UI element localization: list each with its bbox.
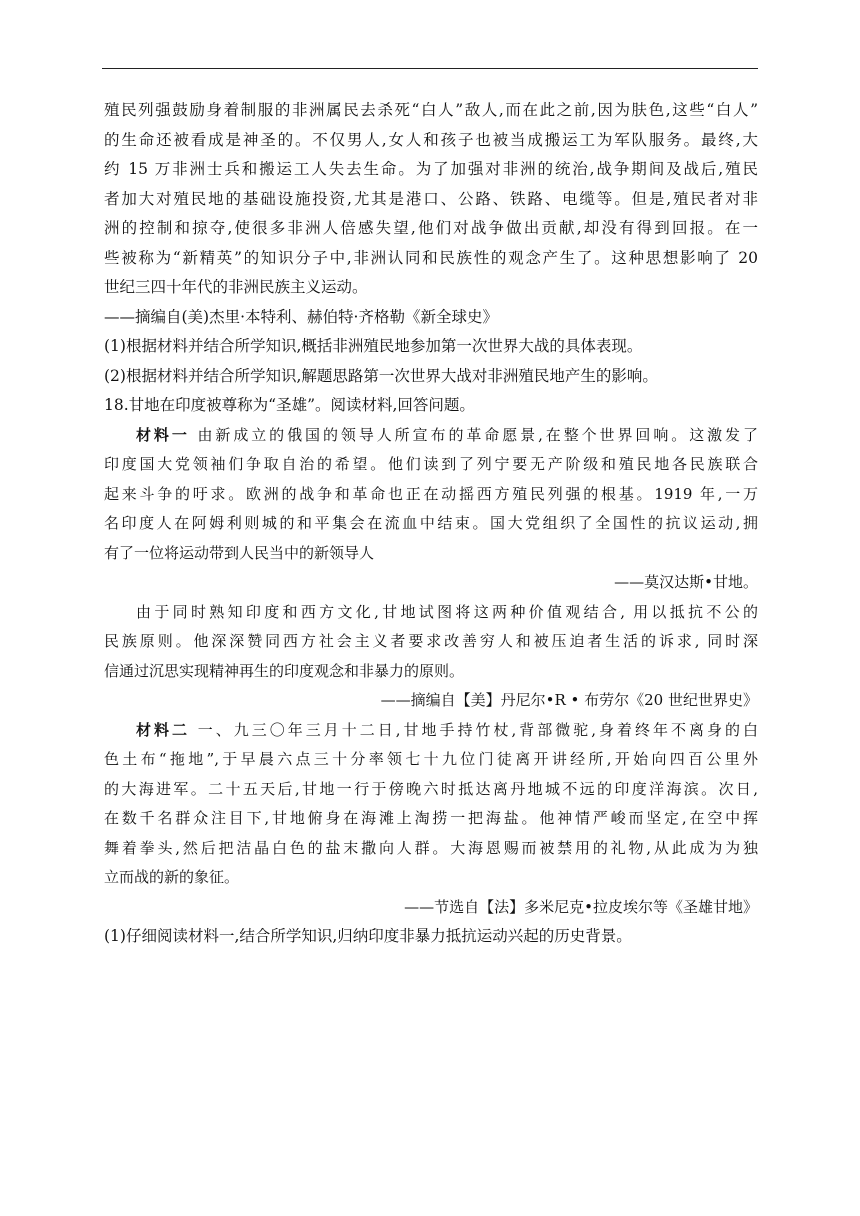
source-citation-17: ——摘编自(美)杰里·本特利、赫伯特·齐格勒《新全球史》 — [104, 307, 498, 326]
material-1-line-first — [104, 421, 758, 451]
material-2-line: 舞着拳头,然后把洁晶白色的盐末撒向人群。大海恩赐而被禁用的礼物,从此成为为独 — [104, 838, 758, 857]
question-18-title: 18.甘地在印度被尊称为“圣雄”。阅读材料,回答问题。 — [104, 396, 475, 414]
material-1-para2-line: 信通过沉思实现精神再生的印度观念和非暴力的原则。 — [104, 661, 465, 680]
material-1-text: 由新成立的俄国的领导人所宣布的革命愿景,在整个世界回响。这激发了 — [189, 425, 758, 444]
material-2-line: 色土布“拖地”,于早晨六点三十分率领七十九位门徒离开讲经所,开始向四百公里外 — [104, 750, 758, 768]
material-1-line: 起来斗争的吁求。欧洲的战争和革命也正在动摇西方殖民列强的根基。1919 年,一万 — [104, 484, 758, 503]
passage-line: 些被称为“新精英”的知识分子中,非洲认同和民族性的观念产生了。这种思想影响了 20 — [104, 248, 758, 267]
header-rule — [102, 68, 758, 69]
material-1-line: 印度国大党领袖们争取自治的希望。他们读到了列宁要无产阶级和殖民地各民族联合 — [104, 455, 758, 473]
material-2 — [104, 716, 758, 923]
passage-line: 的生命还被看成是神圣的。不仅男人,女人和孩子也被当成搬运工为军队服务。最终,大 — [104, 130, 758, 149]
material-2-line-first — [104, 716, 758, 746]
material-1-source-a: ——莫汉达斯•甘地。 — [614, 573, 758, 591]
question-17-1: (1)根据材料并结合所学知识,概括非洲殖民地参加第一次世界大战的具体表现。 — [104, 337, 643, 355]
material-2-line: 在数千名群众注目下,甘地俯身在海滩上淘捞一把海盐。他神情严峻而坚定,在空中挥 — [104, 809, 758, 827]
passage-line: 殖民列强鼓励身着制服的非洲属民去杀死“白人”敌人,而在此之前,因为肤色,这些“白人” — [104, 101, 758, 119]
material-1 — [104, 421, 758, 716]
material-1-para2-line: 由于同时熟知印度和西方文化,甘地试图将这两种价值观结合, 用以抵抗不公的 — [136, 602, 758, 621]
passage-line: 约 15 万非洲士兵和搬运工人失去生命。为了加强对非洲的统治,战争期间及战后,殖民 — [104, 160, 758, 178]
material-2-text: 一、九三〇年三月十二日,甘地手持竹杖,背部微驼,身着终年不离身的白 — [190, 720, 758, 739]
material-2-line: 立而战的新的象征。 — [104, 868, 240, 886]
passage-line: 者加大对殖民地的基础设施投资,尤其是港口、公路、铁路、电缆等。但是,殖民者对非 — [104, 189, 758, 208]
material-2-label: 材料二 — [136, 720, 190, 739]
passage-17 — [104, 96, 758, 303]
material-1-source-b: ——摘编自【美】丹尼尔•R • 布劳尔《20 世纪世界史》 — [380, 691, 758, 709]
material-1-para2-line: 民族原则。他深深赞同西方社会主义者要求改善穷人和被压迫者生活的诉求, 同时深 — [104, 632, 758, 650]
passage-line: 洲的控制和掠夺,使很多非洲人倍感失望,他们对战争做出贡献,却没有得到回报。在一 — [104, 219, 758, 237]
question-17-2: (2)根据材料并结合所学知识,解题思路第一次世界大战对非洲殖民地产生的影响。 — [104, 366, 658, 385]
material-2-source: ——节选自【法】多米尼克•拉皮埃尔等《圣雄甘地》 — [404, 897, 758, 916]
material-1-label: 材料一 — [136, 425, 190, 444]
material-1-line: 有了一位将运动带到人民当中的新领导人 — [104, 543, 375, 562]
material-1-line: 名印度人在阿姆利则城的和平集会在流血中结束。国大党组织了全国性的抗议运动,拥 — [104, 514, 758, 532]
question-18-1: (1)仔细阅读材料一,结合所学知识,归纳印度非暴力抵抗运动兴起的历史背景。 — [104, 927, 632, 945]
material-2-line: 的大海进军。二十五天后,甘地一行于傍晚六时抵达离丹地城不远的印度洋海滨。次日, — [104, 779, 758, 798]
document-page — [104, 96, 758, 952]
passage-line: 世纪三四十年代的非洲民族主义运动。 — [104, 278, 368, 296]
